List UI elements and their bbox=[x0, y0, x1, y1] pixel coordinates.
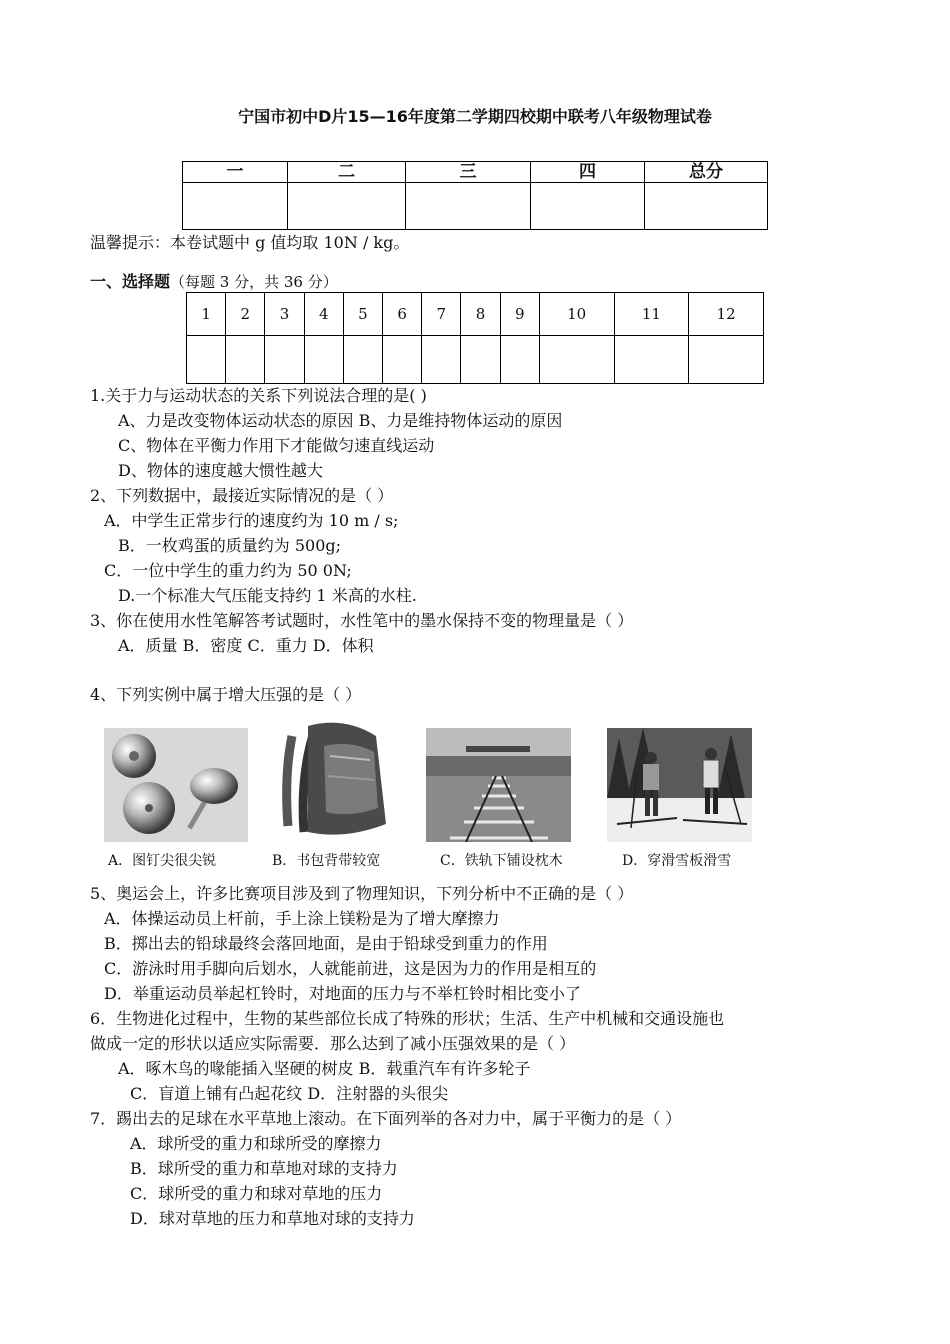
figure-backpack bbox=[264, 716, 410, 842]
answer-cell[interactable] bbox=[461, 336, 500, 384]
option-line: D.一个标准大气压能支持约 1 米高的水柱. bbox=[118, 586, 417, 605]
score-header: 三 bbox=[406, 162, 531, 183]
question-3: 3、你在使用水性笔解答考试题时，水性笔中的墨水保持不变的物理量是（ ） bbox=[90, 611, 634, 630]
figure-caption-a: A．图钉尖很尖锐 bbox=[108, 853, 217, 869]
section-note: （每题 3 分，共 36 分） bbox=[170, 273, 338, 291]
option-line: D、物体的速度越大惯性越大 bbox=[118, 461, 323, 480]
score-cell[interactable] bbox=[406, 183, 531, 230]
answer-table bbox=[186, 292, 764, 384]
answer-cell[interactable] bbox=[304, 336, 343, 384]
answer-cell[interactable] bbox=[187, 336, 226, 384]
option-line: D．球对草地的压力和草地对球的支持力 bbox=[130, 1209, 415, 1228]
option-line: A．体操运动员上杆前，手上涂上镁粉是为了增大摩擦力 bbox=[104, 909, 500, 928]
section-heading bbox=[90, 272, 338, 292]
option-line: A．啄木鸟的喙能插入坚硬的树皮 B．载重汽车有许多轮子 bbox=[118, 1059, 531, 1078]
option-line: D．举重运动员举起杠铃时，对地面的压力与不举杠铃时相比变小了 bbox=[104, 984, 581, 1003]
answer-number: 11 bbox=[614, 293, 689, 336]
score-header: 二 bbox=[288, 162, 406, 183]
tip-text: 温馨提示：本卷试题中 g 值均取 10N / kg。 bbox=[90, 233, 410, 252]
answer-number: 1 bbox=[187, 293, 226, 336]
question-2: 2、下列数据中，最接近实际情况的是（ ） bbox=[90, 486, 394, 505]
score-cell[interactable] bbox=[531, 183, 645, 230]
answer-cell[interactable] bbox=[383, 336, 422, 384]
score-cell[interactable] bbox=[288, 183, 406, 230]
answer-cell[interactable] bbox=[422, 336, 461, 384]
figure-thumbtack bbox=[104, 728, 248, 842]
option-line: A．球所受的重力和球所受的摩擦力 bbox=[130, 1134, 382, 1153]
answer-cell[interactable] bbox=[614, 336, 689, 384]
question-6: 6．生物进化过程中，生物的某些部位长成了特殊的形状；生活、生产中机械和交通设施也 bbox=[90, 1009, 725, 1028]
option-line: C．一位中学生的重力约为 50 0N; bbox=[104, 561, 352, 580]
answer-number: 6 bbox=[383, 293, 422, 336]
option-line: B．掷出去的铅球最终会落回地面，是由于铅球受到重力的作用 bbox=[104, 934, 548, 953]
answer-number: 3 bbox=[265, 293, 304, 336]
question-6-cont: 做成一定的形状以适应实际需要．那么达到了减小压强效果的是（ ） bbox=[90, 1034, 576, 1053]
option-line: C．球所受的重力和球对草地的压力 bbox=[130, 1184, 383, 1203]
option-line: C、物体在平衡力作用下才能做匀速直线运动 bbox=[118, 436, 435, 455]
figure-caption-d: D．穿滑雪板滑雪 bbox=[622, 853, 732, 869]
answer-cell[interactable] bbox=[343, 336, 382, 384]
figure-caption-b: B．书包背带较宽 bbox=[272, 853, 381, 869]
question-1: 1.关于力与运动状态的关系下列说法合理的是( ) bbox=[90, 386, 427, 405]
option-line: A．中学生正常步行的速度约为 10 m / s; bbox=[104, 511, 399, 530]
figure-caption-c: C．铁轨下铺设枕木 bbox=[440, 853, 563, 869]
figure-skiers bbox=[607, 728, 752, 842]
score-table bbox=[182, 161, 768, 230]
answer-number: 8 bbox=[461, 293, 500, 336]
option-line: C．游泳时用手脚向后划水，人就能前进，这是因为力的作用是相互的 bbox=[104, 959, 597, 978]
answer-cell[interactable] bbox=[689, 336, 764, 384]
option-line: A．质量 B．密度 C．重力 D．体积 bbox=[118, 636, 374, 655]
answer-number: 7 bbox=[422, 293, 461, 336]
score-cell[interactable] bbox=[183, 183, 288, 230]
question-4: 4、下列实例中属于增大压强的是（ ） bbox=[90, 685, 362, 704]
score-header: 一 bbox=[183, 162, 288, 183]
answer-cell[interactable] bbox=[539, 336, 614, 384]
answer-number: 12 bbox=[689, 293, 764, 336]
answer-number: 5 bbox=[343, 293, 382, 336]
answer-number: 10 bbox=[539, 293, 614, 336]
option-line: B．一枚鸡蛋的质量约为 500g; bbox=[118, 536, 342, 555]
option-line: C．盲道上铺有凸起花纹 D．注射器的头很尖 bbox=[130, 1084, 449, 1103]
score-header: 四 bbox=[531, 162, 645, 183]
answer-cell[interactable] bbox=[265, 336, 304, 384]
question-7: 7．踢出去的足球在水平草地上滚动。在下面列举的各对力中，属于平衡力的是（ ） bbox=[90, 1109, 682, 1128]
question-5: 5、奥运会上，许多比赛项目涉及到了物理知识，下列分析中不正确的是（ ） bbox=[90, 884, 634, 903]
score-header: 总分 bbox=[645, 162, 768, 183]
score-cell[interactable] bbox=[645, 183, 768, 230]
page-title: 宁国市初中D片15—16年度第二学期四校期中联考八年级物理试卷 bbox=[238, 107, 712, 126]
answer-cell[interactable] bbox=[500, 336, 539, 384]
answer-number: 4 bbox=[304, 293, 343, 336]
answer-cell[interactable] bbox=[226, 336, 265, 384]
answer-number: 2 bbox=[226, 293, 265, 336]
answer-number: 9 bbox=[500, 293, 539, 336]
option-line: B．球所受的重力和草地对球的支持力 bbox=[130, 1159, 398, 1178]
option-line: A、力是改变物体运动状态的原因 B、力是维持物体运动的原因 bbox=[118, 411, 563, 430]
figure-railway bbox=[426, 728, 571, 842]
section-title: 一、选择题 bbox=[90, 272, 171, 291]
